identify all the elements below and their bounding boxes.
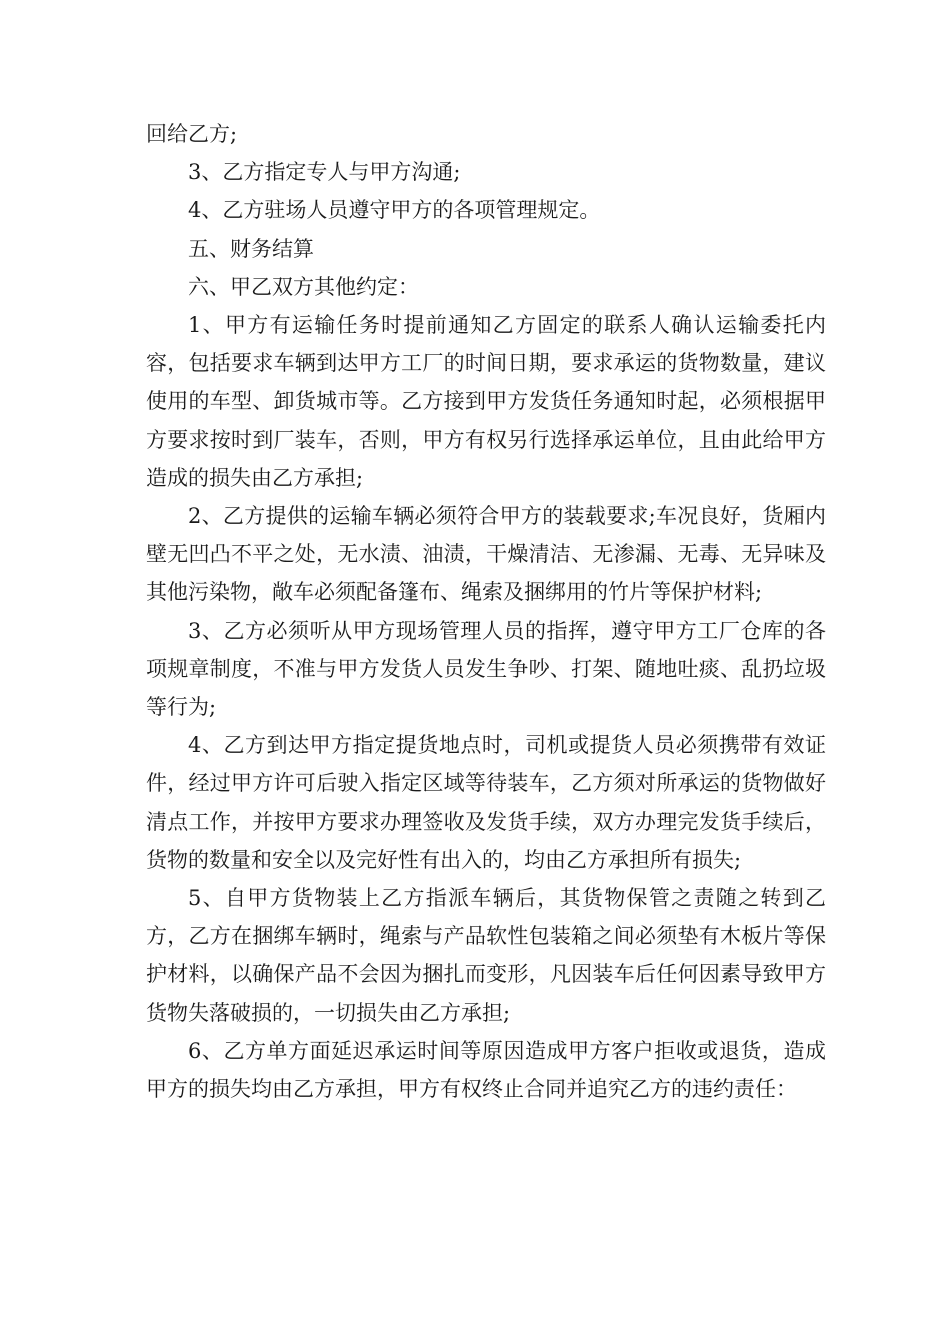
paragraph-clause-6: 6、乙方单方面延迟承运时间等原因造成甲方客户拒收或退货，造成甲方的损失均由乙方承担，甲方有权终止合同并追究乙方的违约责任： [146, 1038, 826, 1102]
paragraph-clause-5: 5、自甲方货物装上乙方指派车辆后，其货物保管之责随之转到乙方，乙方在捆绑车辆时，绳索与产品软性包装箱之间必须垫有木板片等保护材料，以确保产品不会因为捆扎而变形，凡因装车后任何因素导致甲方货物失落破损的，一切损失由乙方承担; [146, 886, 826, 1025]
paragraph-clause-4: 4、乙方到达甲方指定提货地点时，司机或提货人员必须携带有效证件，经过甲方许可后驶入指定区域等待装车，乙方须对所承运的货物做好清点工作，并按甲方要求办理签收及发货手续，双方办理完发货手续后，货物的数量和安全以及完好性有出入的，均由乙方承担所有损失; [146, 733, 826, 872]
document-body [146, 115, 826, 1108]
paragraph-continuation: 回给乙方; [146, 122, 238, 146]
paragraph-clause-3: 3、乙方必须听从甲方现场管理人员的指挥，遵守甲方工厂仓库的各项规章制度，不准与甲方发货人员发生争吵、打架、随地吐痰、乱扔垃圾等行为; [146, 618, 826, 720]
section-heading-other-agreements: 六、甲乙双方其他约定： [188, 274, 419, 299]
paragraph-item-4-onsite-rules: 4、乙方驻场人员遵守甲方的各项管理规定。 [188, 198, 601, 223]
paragraph-clause-1: 1、甲方有运输任务时提前通知乙方固定的联系人确认运输委托内容，包括要求车辆到达甲方工厂的时间日期，要求承运的货物数量，建议使用的车型、卸货城市等。乙方接到甲方发货任务通知时起，必须根据甲方要求按时到厂装车，否则，甲方有权另行选择承运单位，且由此给甲方造成的损失由乙方承担; [146, 313, 826, 490]
paragraph-item-3-contact: 3、乙方指定专人与甲方沟通; [188, 160, 461, 185]
paragraph-clause-2: 2、乙方提供的运输车辆必须符合甲方的装载要求;车况良好，货厢内壁无凹凸不平之处，无水渍、油渍，干燥清洁、无渗漏、无毒、无异味及其他污染物，敞车必须配备篷布、绳索及捆绑用的竹片等保护材料; [146, 504, 826, 605]
section-heading-finance: 五、财务结算 [188, 236, 314, 261]
